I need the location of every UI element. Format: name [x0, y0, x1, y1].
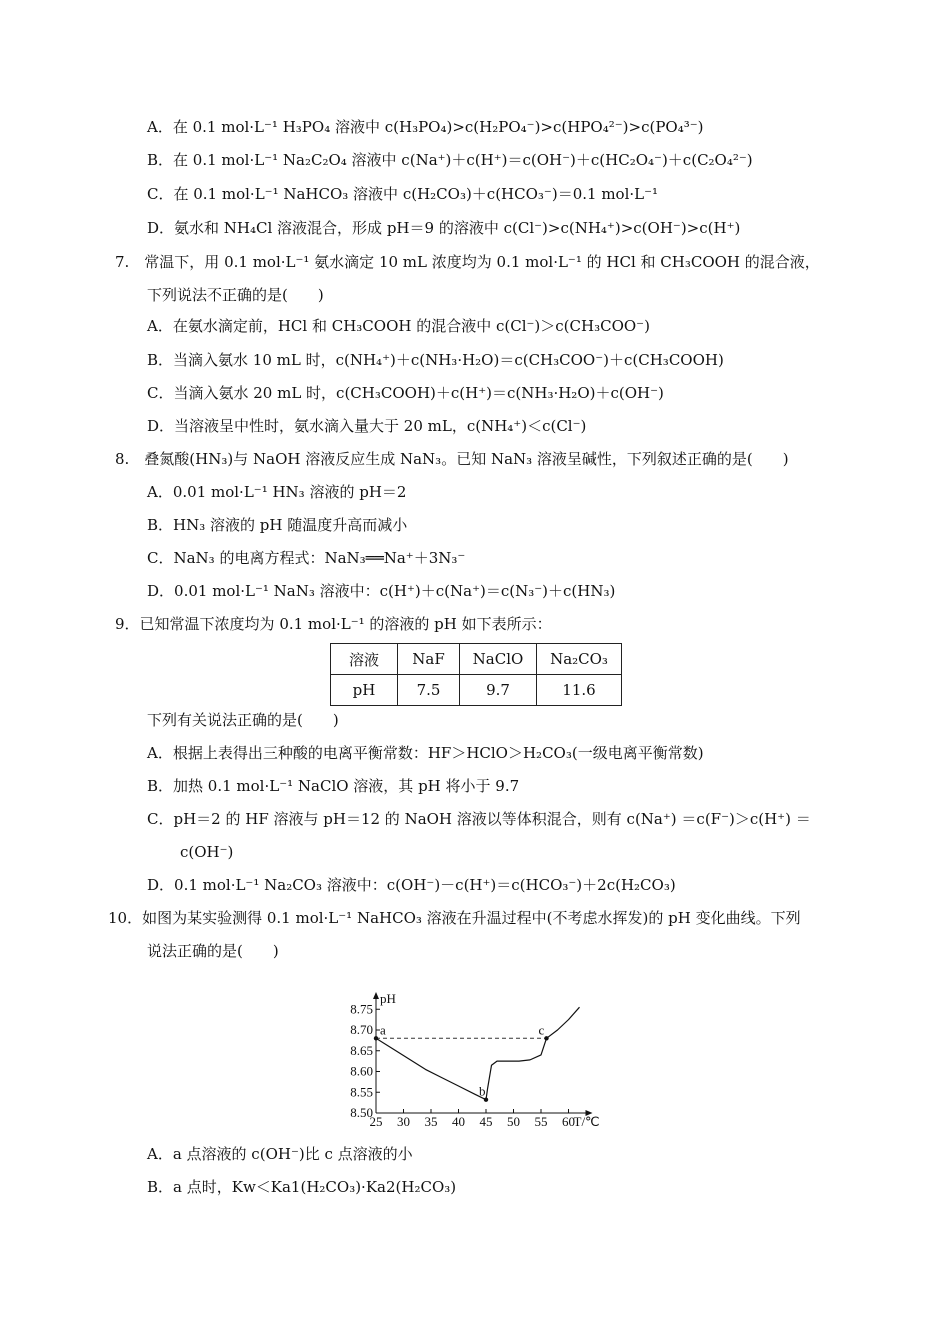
q8-option-b: B．HN₃ 溶液的 pH 随温度升高而减小: [147, 516, 408, 534]
x-tick-label: 60: [562, 1114, 575, 1129]
q8-option-c: C．NaN₃ 的电离方程式：NaN₃══Na⁺＋3N₃⁻: [147, 549, 466, 567]
point-label-c: c: [538, 1022, 545, 1038]
q10-stem-cont: 说法正确的是( ): [147, 942, 279, 960]
y-tick-label: 8.50: [350, 1105, 373, 1120]
table-cell: NaF: [398, 644, 460, 675]
table-cell: 9.7: [460, 675, 537, 706]
x-axis-label: T/℃: [573, 1114, 600, 1129]
table-cell: 溶液: [331, 644, 398, 675]
q10-stem: 10．如图为某实验测得 0.1 mol·L⁻¹ NaHCO₃ 溶液在升温过程中(不考虑水挥发)的 pH 变化曲线。下列: [108, 909, 801, 927]
table-header-row: [331, 644, 622, 675]
q9-option-d: D．0.1 mol·L⁻¹ Na₂CO₃ 溶液中：c(OH⁻)－c(H⁺)＝c(HCO₃⁻)＋2c(H₂CO₃): [147, 876, 676, 894]
x-tick-label: 35: [424, 1114, 438, 1129]
table-cell: pH: [331, 675, 398, 706]
q7-option-c: C．当滴入氨水 20 mL 时，c(CH₃COOH)＋c(H⁺)＝c(NH₃·H₂O)＋c(OH⁻): [147, 384, 664, 402]
q9-option-c-cont: c(OH⁻): [180, 843, 234, 861]
point-label-a: a: [380, 1022, 386, 1038]
table-cell: 7.5: [398, 675, 460, 706]
table-cell: NaClO: [460, 644, 537, 675]
x-tick-label: 40: [452, 1114, 465, 1129]
y-tick-label: 8.70: [350, 1022, 373, 1037]
table-cell: Na₂CO₃: [537, 644, 622, 675]
point-c: [544, 1036, 548, 1040]
x-tick-label: 25: [369, 1114, 383, 1129]
q9-option-b: B．加热 0.1 mol·L⁻¹ NaClO 溶液，其 pH 将小于 9.7: [147, 777, 520, 795]
y-axis-arrow: [373, 992, 379, 999]
q6-option-a: A．在 0.1 mol·L⁻¹ H₃PO₄ 溶液中 c(H₃PO₄)>c(H₂PO₄⁻)>c(HPO₄²⁻)>c(PO₄³⁻): [147, 118, 704, 136]
q7-option-a: A．在氨水滴定前，HCl 和 CH₃COOH 的混合液中 c(Cl⁻)＞c(CH₃COO⁻): [147, 317, 650, 335]
q10-option-a: A．a 点溶液的 c(OH⁻)比 c 点溶液的小: [147, 1145, 413, 1163]
q8-stem: 8. 叠氮酸(HN₃)与 NaOH 溶液反应生成 NaN₃。已知 NaN₃ 溶液呈碱性，下列叙述正确的是( ): [115, 450, 789, 468]
q6-option-d: D．氨水和 NH₄Cl 溶液混合，形成 pH＝9 的溶液中 c(Cl⁻)>c(NH₄⁺)>c(OH⁻)>c(H⁺): [147, 219, 741, 237]
q6-option-b: B．在 0.1 mol·L⁻¹ Na₂C₂O₄ 溶液中 c(Na⁺)＋c(H⁺)＝c(OH⁻)＋c(HC₂O₄⁻)＋c(C₂O₄²⁻): [147, 151, 753, 169]
q9-stem-cont: 下列有关说法正确的是( ): [147, 711, 339, 729]
x-tick-label: 45: [479, 1114, 493, 1129]
point-label-b: b: [479, 1083, 486, 1099]
q10-option-b: B．a 点时，Kw＜Ka1(H₂CO₃)·Ka2(H₂CO₃): [147, 1178, 457, 1196]
ph-table: [330, 643, 622, 706]
table-row: [331, 675, 622, 706]
y-tick-label: 8.60: [350, 1063, 373, 1079]
q9-option-a: A．根据上表得出三种酸的电离平衡常数：HF＞HClO＞H₂CO₃(一级电离平衡常数): [147, 744, 704, 762]
y-tick-label: 8.65: [350, 1042, 373, 1058]
q9-option-c: C．pH＝2 的 HF 溶液与 pH＝12 的 NaOH 溶液以等体积混合，则有 c(Na⁺) ＝c(F⁻)＞c(H⁺) ＝: [147, 810, 811, 828]
ph-curve: [376, 1007, 580, 1100]
chart-ticks: [350, 1001, 575, 1129]
q7-option-d: D．当溶液呈中性时，氨水滴入量大于 20 mL，c(NH₄⁺)＜c(Cl⁻): [147, 417, 587, 435]
q8-option-a: A．0.01 mol·L⁻¹ HN₃ 溶液的 pH＝2: [147, 483, 407, 501]
y-tick-label: 8.75: [350, 1001, 373, 1017]
q6-option-c: C．在 0.1 mol·L⁻¹ NaHCO₃ 溶液中 c(H₂CO₃)＋c(HCO₃⁻)＝0.1 mol·L⁻¹: [147, 185, 659, 203]
q9-stem: 9．已知常温下浓度均为 0.1 mol·L⁻¹ 的溶液的 pH 如下表所示：: [115, 615, 552, 633]
q7-option-b: B．当滴入氨水 10 mL 时，c(NH₄⁺)＋c(NH₃·H₂O)＝c(CH₃COO⁻)＋c(CH₃COOH): [147, 351, 724, 369]
q7-stem: 7. 常温下，用 0.1 mol·L⁻¹ 氨水滴定 10 mL 浓度均为 0.1 mol·L⁻¹ 的 HCl 和 CH₃COOH 的混合液，: [115, 253, 820, 271]
ph-temperature-chart: [330, 968, 610, 1133]
x-tick-label: 30: [397, 1114, 410, 1129]
q7-stem-cont: 下列说法不正确的是( ): [147, 286, 324, 304]
chart-points: [374, 1022, 549, 1102]
point-a: [374, 1036, 378, 1040]
chart-series: [376, 1007, 580, 1100]
table-cell: 11.6: [537, 675, 622, 706]
x-tick-label: 50: [507, 1114, 520, 1129]
q8-option-d: D．0.01 mol·L⁻¹ NaN₃ 溶液中：c(H⁺)＋c(Na⁺)＝c(N₃⁻)＋c(HN₃): [147, 582, 616, 600]
y-tick-label: 8.55: [350, 1084, 373, 1100]
chart-axes: [373, 991, 600, 1129]
y-axis-label: pH: [380, 990, 396, 1006]
x-tick-label: 55: [534, 1114, 548, 1129]
